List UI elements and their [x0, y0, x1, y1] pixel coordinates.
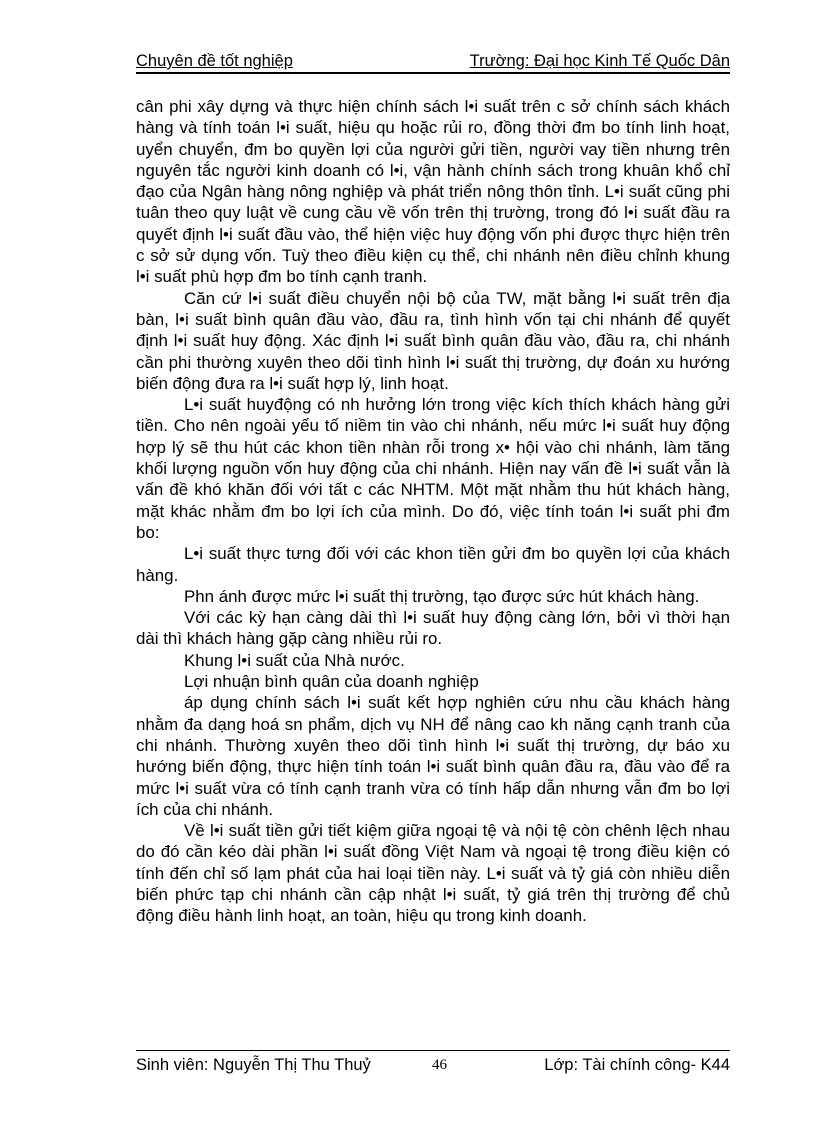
footer-divider	[136, 1050, 730, 1051]
paragraph: cân phi xây dựng và thực hiện chính sách l•i suất trên c sở chính sách khách hàng và tính toán l•i suất, hiệu qu hoặc rủi ro, đồng thời đm bo tính linh hoạt, uyển chuyển, đm bo quyền lợi của người gửi tiền, người vay tiền nhưng trên nguyên tắc người kinh doanh có l•i, vận hành chính sách trong khuân khổ chỉ đạo của Ngân hàng nông nghiệp và phát triển nông thôn tỉnh. L•i suất cũng phi tuân theo quy luật về cung cầu về vốn trên thị trường, trong đó l•i suất đầu ra quyết định l•i suất đầu vào, thể hiện việc huy động vốn phi được thực hiện trên c sở sử dụng vốn. Tuỳ theo điều kiện cụ thể, chi nhánh nên điều chỉnh khung l•i suất phù hợp đm bo tính cạnh tranh.	[136, 97, 730, 287]
paragraph: Căn cứ l•i suất điều chuyển nội bộ của TW, mặt bằng l•i suất trên địa bàn, l•i suất bình quân đầu vào, đầu ra, tình hình vốn tại chi nhánh để quyết định l•i suất huy động. Xác định l•i suất bình quân đầu vào, đầu ra, chi nhánh cần phi thường xuyên theo dõi tình hình l•i suất thị trường, dự đoán xu hướng biến động đưa ra l•i suất hợp lý, linh hoạt.	[136, 288, 730, 393]
page-footer	[136, 1056, 730, 1080]
paragraph: Với các kỳ hạn càng dài thì l•i suất huy động càng lớn, bởi vì thời hạn dài thì khách hàng gặp càng nhiều rủi ro.	[136, 608, 730, 649]
paragraph: Phn ánh được mức l•i suất thị trường, tạo được sức hút khách hàng.	[184, 586, 700, 606]
document-body	[136, 96, 730, 927]
footer-class: Lớp: Tài chính công- K44	[544, 1056, 730, 1074]
header-university: Trường: Đại học Kinh Tế Quốc Dân	[469, 52, 730, 70]
paragraph: Khung l•i suất của Nhà nước.	[184, 650, 405, 670]
paragraph: L•i suất thực tưng đối với các khon tiền gửi đm bo quyền lợi của khách hàng.	[136, 544, 730, 585]
footer-student-name: Sinh viên: Nguyễn Thị Thu Thuỷ	[136, 1056, 371, 1074]
header-document-type: Chuyên đề tốt nghiệp	[136, 52, 293, 70]
page-header	[136, 50, 730, 74]
paragraph: Về l•i suất tiền gửi tiết kiệm giữa ngoại tệ và nội tệ còn chênh lệch nhau do đó cần kéo dài phần l•i suất đồng Việt Nam và ngoại tệ trong điều kiện có tính đến chỉ số lạm phát của hai loại tiền này. L•i suất và tỷ giá còn nhiều diễn biến phức tạp chi nhánh cần cập nhật l•i suất, tỷ giá trên thị trường để chủ động điều hành linh hoạt, an toàn, hiệu qu trong kinh doanh.	[136, 821, 730, 926]
paragraph: Lợi nhuận bình quân của doanh nghiệp	[184, 672, 479, 692]
page-number: 46	[432, 1057, 447, 1073]
paragraph: áp dụng chính sách l•i suất kết hợp nghiên cứu nhu cầu khách hàng nhằm đa dạng hoá sn phẩm, dịch vụ NH để nâng cao kh năng cạnh tranh của chi nhánh. Thường xuyên theo dõi tình hình l•i suất thị trường, dự báo xu hướng biến động, thực hiện tính toán l•i suất bình quân đầu ra, đầu vào để ra mức l•i suất vừa có tính cạnh tranh vừa có tính hấp dẫn nhưng vẫn đm bo lợi ích của chi nhánh.	[136, 693, 730, 819]
paragraph: L•i suất huyđộng có nh hưởng lớn trong việc kích thích khách hàng gửi tiền. Cho nên ngoài yếu tố niềm tin vào chi nhánh, nếu mức l•i suất huy động hợp lý sẽ thu hút các khon tiền nhàn rỗi trong x• hội vào chi nhánh, làm tăng khối lượng nguồn vốn huy động của chi nhánh. Hiện nay vấn đề l•i suất vẫn là vấn đề khó khăn đối với tất c các NHTM. Một mặt nhằm thu hút khách hàng, mặt khác nhằm đm bo lợi ích của mình. Do đó, việc tính toán l•i suất phi đm bo:	[136, 395, 730, 542]
